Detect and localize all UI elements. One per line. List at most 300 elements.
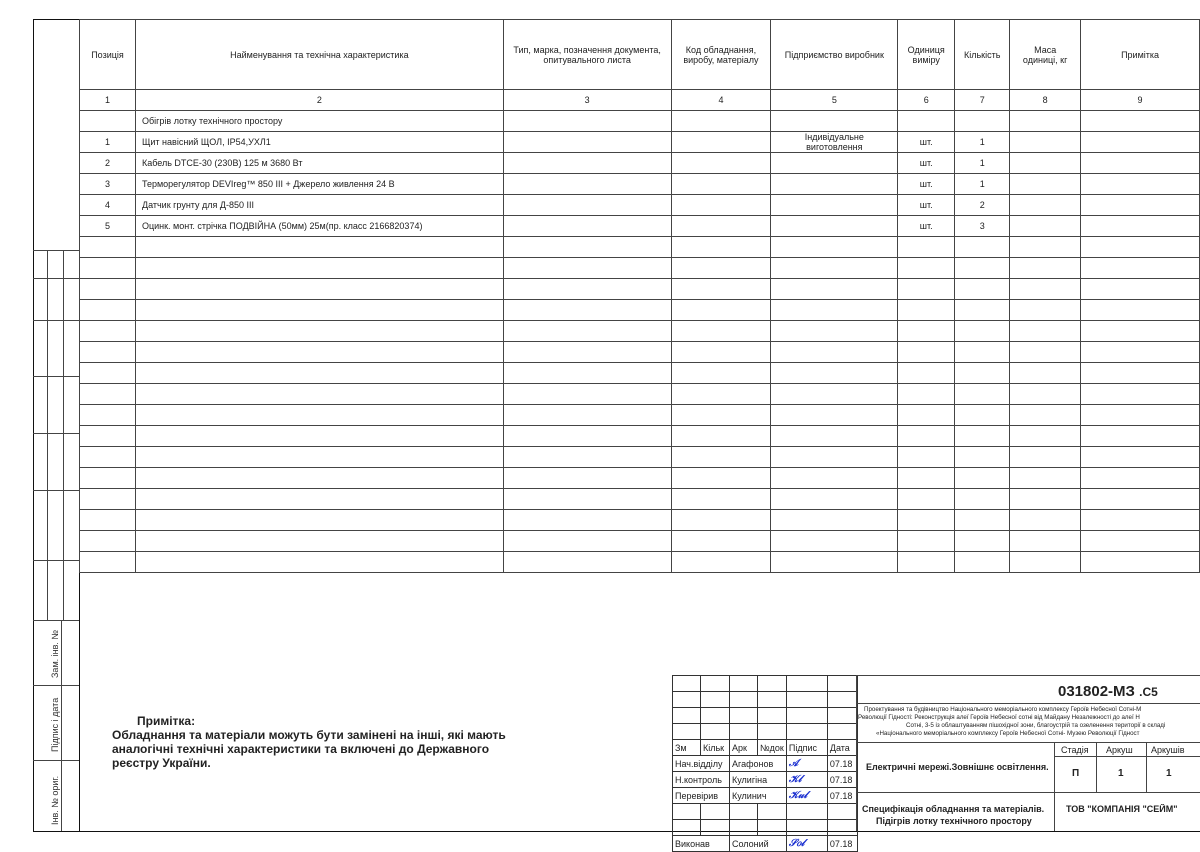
- cell-position: 3: [80, 174, 136, 195]
- empty-cell: [955, 552, 1010, 573]
- strip-line: [47, 250, 48, 620]
- empty-cell: [771, 405, 898, 426]
- sheets-value: 1: [1166, 768, 1172, 779]
- stamp-person-row: [673, 756, 858, 772]
- header-type: Тип, марка, позначення документа, опитувального листа: [503, 20, 671, 90]
- empty-cell: [955, 489, 1010, 510]
- empty-cell: [771, 363, 898, 384]
- table-header-row: [80, 20, 1200, 90]
- empty-cell: [955, 279, 1010, 300]
- cell-unit: [898, 111, 955, 132]
- empty-cell: [1010, 258, 1081, 279]
- column-number: 2: [135, 90, 503, 111]
- empty-cell: [898, 489, 955, 510]
- empty-cell: [503, 300, 671, 321]
- cell-note: [1081, 174, 1200, 195]
- empty-cell: [955, 258, 1010, 279]
- empty-cell: [771, 342, 898, 363]
- empty-cell: [771, 510, 898, 531]
- empty-cell: [771, 468, 898, 489]
- empty-cell: [1081, 552, 1200, 573]
- cell-unit: шт.: [898, 195, 955, 216]
- empty-cell: [503, 237, 671, 258]
- empty-cell: [898, 510, 955, 531]
- empty-cell: [671, 258, 771, 279]
- empty-cell: [771, 300, 898, 321]
- strip-line: [63, 250, 64, 620]
- empty-cell: [898, 426, 955, 447]
- table-row: [80, 132, 1200, 153]
- empty-cell: [1010, 552, 1081, 573]
- document-title-line-1: Специфікація обладнання та матеріалів.: [862, 804, 1045, 814]
- cell-name: Щит навісний ЩОЛ, ІР54,УХЛ1: [135, 132, 503, 153]
- empty-cell: [771, 384, 898, 405]
- strip-line: [33, 320, 79, 321]
- strip-line: [33, 250, 79, 251]
- cell-quantity: 1: [955, 153, 1010, 174]
- cell-name: Оцинк. монт. стрічка ПОДВІЙНА (50мм) 25м(пр. класс 2166820374): [135, 216, 503, 237]
- empty-cell: [1081, 279, 1200, 300]
- empty-cell: [955, 363, 1010, 384]
- empty-cell: [1081, 405, 1200, 426]
- empty-cell: [135, 447, 503, 468]
- empty-cell: [503, 426, 671, 447]
- empty-table-row: [80, 363, 1200, 384]
- cell-unit: шт.: [898, 174, 955, 195]
- cell-name: Терморегулятор DEVIreg™ 850 III + Джерело живлення 24 В: [135, 174, 503, 195]
- signature-image: 𝒦𝓁: [788, 774, 802, 785]
- empty-table-row: [80, 279, 1200, 300]
- empty-cell: [671, 279, 771, 300]
- column-number: 9: [1081, 90, 1200, 111]
- cell-name: Обігрів лотку технічного простору: [135, 111, 503, 132]
- specification-table: [79, 19, 1200, 573]
- empty-cell: [955, 426, 1010, 447]
- sheet-label: Аркуш: [1106, 745, 1133, 755]
- stamp-role: Нач.відділу: [673, 756, 730, 772]
- empty-cell: [955, 531, 1010, 552]
- stamp-role: Виконав: [673, 836, 730, 852]
- cell-position: 2: [80, 153, 136, 174]
- cell-note: [1081, 216, 1200, 237]
- empty-cell: [671, 510, 771, 531]
- empty-cell: [80, 510, 136, 531]
- stamp-divider: [856, 675, 857, 831]
- empty-cell: [503, 405, 671, 426]
- column-number: 1: [80, 90, 136, 111]
- project-description-line: Проектування та будівництво Національного меморіального комплексу Героїв Небесної Сотні-М: [864, 706, 1142, 713]
- empty-cell: [503, 342, 671, 363]
- empty-cell: [955, 468, 1010, 489]
- empty-cell: [1081, 384, 1200, 405]
- strip-line: [33, 685, 79, 686]
- cell-mass: [1010, 195, 1081, 216]
- empty-cell: [1081, 342, 1200, 363]
- empty-cell: [671, 447, 771, 468]
- empty-table-row: [80, 468, 1200, 489]
- empty-cell: [135, 468, 503, 489]
- empty-cell: [503, 258, 671, 279]
- empty-cell: [771, 552, 898, 573]
- document-code-suffix: .С5: [1139, 685, 1158, 699]
- empty-cell: [80, 468, 136, 489]
- empty-table-row: [80, 405, 1200, 426]
- empty-cell: [1010, 489, 1081, 510]
- empty-cell: [80, 405, 136, 426]
- column-number: 4: [671, 90, 771, 111]
- stamp-col-pidpys: Підпис: [786, 740, 827, 756]
- cell-unit: шт.: [898, 216, 955, 237]
- empty-cell: [80, 363, 136, 384]
- empty-cell: [671, 342, 771, 363]
- cell-maker: [771, 111, 898, 132]
- strip-line: [33, 620, 79, 621]
- empty-cell: [671, 384, 771, 405]
- empty-cell: [503, 531, 671, 552]
- strip-label-inv-orig: Інв. № ориг.: [50, 775, 60, 825]
- empty-cell: [135, 531, 503, 552]
- empty-cell: [80, 489, 136, 510]
- cell-mass: [1010, 216, 1081, 237]
- stamp-person-row: [673, 772, 858, 788]
- strip-label-pidpys-data: Підпис і дата: [50, 697, 60, 752]
- stamp-person-row: [673, 788, 858, 804]
- stamp-divider: [856, 742, 1200, 743]
- cell-mass: [1010, 153, 1081, 174]
- empty-cell: [898, 468, 955, 489]
- empty-table-row: [80, 426, 1200, 447]
- empty-cell: [671, 468, 771, 489]
- note-text: Обладнання та матеріали можуть бути замінені на інші, які мають аналогічні технічні характеристики та включені до Державного реєстру України.: [112, 728, 506, 770]
- empty-cell: [1010, 468, 1081, 489]
- empty-cell: [80, 321, 136, 342]
- empty-cell: [671, 552, 771, 573]
- empty-cell: [771, 258, 898, 279]
- header-note: Примітка: [1081, 20, 1200, 90]
- cell-note: [1081, 195, 1200, 216]
- header-quantity: Кількість: [955, 20, 1010, 90]
- stamp-col-kilk: Кільк: [701, 740, 730, 756]
- cell-maker: Індивідуальне виготовлення: [771, 132, 898, 153]
- empty-cell: [80, 258, 136, 279]
- stamp-col-ndok: №док: [758, 740, 787, 756]
- stamp-divider: [856, 792, 1200, 793]
- stamp-divider: [1096, 742, 1097, 792]
- stage-label: Стадія: [1061, 745, 1089, 755]
- empty-cell: [898, 237, 955, 258]
- column-number-row: [80, 90, 1200, 111]
- empty-cell: [1081, 531, 1200, 552]
- empty-table-row: [80, 489, 1200, 510]
- empty-cell: [135, 279, 503, 300]
- empty-cell: [503, 468, 671, 489]
- empty-cell: [898, 258, 955, 279]
- cell-type: [503, 111, 671, 132]
- column-number: 7: [955, 90, 1010, 111]
- strip-line: [33, 278, 79, 279]
- empty-cell: [135, 384, 503, 405]
- header-unit: Одиниця виміру: [898, 20, 955, 90]
- empty-cell: [898, 300, 955, 321]
- empty-cell: [955, 300, 1010, 321]
- empty-cell: [80, 531, 136, 552]
- header-maker: Підприємство виробник: [771, 20, 898, 90]
- empty-cell: [135, 510, 503, 531]
- empty-cell: [955, 510, 1010, 531]
- empty-cell: [771, 426, 898, 447]
- empty-table-row: [80, 447, 1200, 468]
- document-code-main: 031802-МЗ: [1058, 683, 1135, 700]
- empty-cell: [671, 300, 771, 321]
- empty-cell: [1010, 279, 1081, 300]
- empty-cell: [80, 279, 136, 300]
- cell-quantity: 2: [955, 195, 1010, 216]
- cell-code: [671, 216, 771, 237]
- frame-bottom-line: [33, 831, 1200, 832]
- cell-type: [503, 153, 671, 174]
- table-row: [80, 216, 1200, 237]
- empty-cell: [135, 321, 503, 342]
- empty-cell: [671, 489, 771, 510]
- empty-cell: [898, 321, 955, 342]
- cell-position: 1: [80, 132, 136, 153]
- cell-position: [80, 111, 136, 132]
- cell-mass: [1010, 111, 1081, 132]
- empty-cell: [1081, 237, 1200, 258]
- empty-cell: [135, 258, 503, 279]
- header-position: Позиція: [80, 20, 136, 90]
- empty-cell: [503, 279, 671, 300]
- empty-cell: [503, 321, 671, 342]
- empty-cell: [80, 300, 136, 321]
- empty-cell: [671, 426, 771, 447]
- empty-cell: [671, 363, 771, 384]
- strip-label-zam-inv: Зам. інв. №: [50, 629, 60, 678]
- cell-note: [1081, 111, 1200, 132]
- empty-cell: [771, 489, 898, 510]
- cell-type: [503, 174, 671, 195]
- empty-cell: [1081, 447, 1200, 468]
- empty-cell: [955, 321, 1010, 342]
- document-title-line-2: Підігрів лотку технічного простору: [876, 816, 1032, 826]
- document-code: [1058, 683, 1158, 700]
- cell-code: [671, 111, 771, 132]
- cell-code: [671, 132, 771, 153]
- empty-cell: [135, 426, 503, 447]
- cell-unit: шт.: [898, 132, 955, 153]
- empty-cell: [503, 489, 671, 510]
- stamp-divider: [1146, 742, 1147, 792]
- column-number: 8: [1010, 90, 1081, 111]
- empty-cell: [771, 279, 898, 300]
- empty-cell: [1010, 363, 1081, 384]
- stamp-divider: [856, 675, 1200, 676]
- cell-mass: [1010, 174, 1081, 195]
- cell-unit: шт.: [898, 153, 955, 174]
- empty-table-row: [80, 552, 1200, 573]
- table-row: [80, 174, 1200, 195]
- empty-cell: [671, 237, 771, 258]
- empty-cell: [80, 426, 136, 447]
- empty-cell: [955, 342, 1010, 363]
- cell-position: 5: [80, 216, 136, 237]
- stamp-col-data: Дата: [827, 740, 857, 756]
- empty-cell: [671, 405, 771, 426]
- empty-cell: [80, 237, 136, 258]
- note-title: Примітка:: [137, 714, 196, 728]
- cell-quantity: 3: [955, 216, 1010, 237]
- empty-cell: [1010, 447, 1081, 468]
- stamp-role: Перевірив: [673, 788, 730, 804]
- header-name: Найменування та технічна характеристика: [135, 20, 503, 90]
- empty-cell: [771, 531, 898, 552]
- empty-cell: [1081, 426, 1200, 447]
- stamp-col-ark: Арк: [730, 740, 758, 756]
- empty-cell: [1010, 405, 1081, 426]
- empty-cell: [898, 531, 955, 552]
- empty-cell: [898, 279, 955, 300]
- empty-cell: [898, 552, 955, 573]
- empty-cell: [80, 342, 136, 363]
- stamp-col-header-row: [673, 740, 858, 756]
- empty-cell: [771, 447, 898, 468]
- table-row: [80, 111, 1200, 132]
- section-title: Електричні мережі.Зовнішнє освітлення.: [866, 762, 1049, 772]
- empty-cell: [898, 363, 955, 384]
- stamp-role: Н.контроль: [673, 772, 730, 788]
- cell-type: [503, 195, 671, 216]
- cell-quantity: 1: [955, 174, 1010, 195]
- stamp-signature-grid: [672, 675, 858, 852]
- stamp-date: 07.18: [827, 756, 857, 772]
- empty-cell: [771, 237, 898, 258]
- stamp-person-name: Кулинич: [730, 788, 787, 804]
- strip-line: [33, 560, 79, 561]
- empty-table-row: [80, 342, 1200, 363]
- empty-cell: [1010, 342, 1081, 363]
- signature-image: 𝒜: [788, 758, 799, 769]
- cell-note: [1081, 132, 1200, 153]
- empty-cell: [503, 510, 671, 531]
- empty-cell: [1010, 300, 1081, 321]
- empty-cell: [955, 237, 1010, 258]
- sheet-value: 1: [1118, 768, 1124, 779]
- cell-type: [503, 216, 671, 237]
- empty-cell: [135, 237, 503, 258]
- signature-image: 𝒦𝓊𝓁: [788, 790, 808, 801]
- column-number: 3: [503, 90, 671, 111]
- empty-cell: [955, 447, 1010, 468]
- cell-name: Кабель DTCE-30 (230В) 125 м 3680 Вт: [135, 153, 503, 174]
- empty-cell: [1081, 300, 1200, 321]
- empty-table-row: [80, 384, 1200, 405]
- header-code: Код обладнання, виробу, матеріалу: [671, 20, 771, 90]
- company-name: ТОВ "КОМПАНІЯ "СЕЙМ": [1066, 804, 1178, 814]
- cell-note: [1081, 153, 1200, 174]
- empty-cell: [955, 384, 1010, 405]
- cell-type: [503, 132, 671, 153]
- empty-cell: [898, 405, 955, 426]
- empty-cell: [1010, 321, 1081, 342]
- column-number: 5: [771, 90, 898, 111]
- stamp-date: 07.18: [827, 788, 857, 804]
- table-row: [80, 195, 1200, 216]
- empty-cell: [671, 321, 771, 342]
- header-mass: Маса одиниці, кг: [1010, 20, 1081, 90]
- empty-cell: [135, 489, 503, 510]
- cell-position: 4: [80, 195, 136, 216]
- stamp-divider: [856, 703, 1200, 704]
- table-row: [80, 153, 1200, 174]
- strip-line: [33, 433, 79, 434]
- strip-line: [33, 490, 79, 491]
- empty-table-row: [80, 321, 1200, 342]
- empty-cell: [1010, 531, 1081, 552]
- cell-maker: [771, 216, 898, 237]
- strip-line: [33, 760, 79, 761]
- empty-cell: [135, 342, 503, 363]
- empty-cell: [771, 321, 898, 342]
- empty-cell: [1081, 363, 1200, 384]
- cell-mass: [1010, 132, 1081, 153]
- stamp-person-row: [673, 836, 858, 852]
- strip-line: [33, 376, 79, 377]
- empty-cell: [135, 552, 503, 573]
- cell-maker: [771, 174, 898, 195]
- stamp-col-zm: Зм: [673, 740, 701, 756]
- project-description-line: «Національного меморіального комплексу Героїв Небесної Сотні- Музею Революції Гідност: [876, 730, 1140, 737]
- frame-left-line: [33, 19, 34, 831]
- empty-cell: [1081, 510, 1200, 531]
- project-description-line: Сотні, 3-5 із облаштуванням пішохідної зони, благоустрій та озеленення території в складі: [906, 722, 1166, 729]
- cell-name: Датчик грунту для Д-850 III: [135, 195, 503, 216]
- stamp-person-name: Агафонов: [730, 756, 787, 772]
- empty-cell: [1081, 489, 1200, 510]
- empty-cell: [898, 447, 955, 468]
- empty-cell: [503, 363, 671, 384]
- cell-maker: [771, 195, 898, 216]
- empty-cell: [80, 552, 136, 573]
- strip-line: [61, 620, 62, 831]
- empty-cell: [898, 342, 955, 363]
- empty-cell: [503, 552, 671, 573]
- cell-code: [671, 195, 771, 216]
- empty-cell: [1010, 384, 1081, 405]
- empty-table-row: [80, 237, 1200, 258]
- cell-quantity: 1: [955, 132, 1010, 153]
- empty-table-row: [80, 531, 1200, 552]
- empty-cell: [1081, 258, 1200, 279]
- stamp-person-name: Кулигіна: [730, 772, 787, 788]
- cell-maker: [771, 153, 898, 174]
- empty-cell: [955, 405, 1010, 426]
- empty-cell: [503, 447, 671, 468]
- stamp-person-name: Солоний: [730, 836, 787, 852]
- empty-cell: [1010, 426, 1081, 447]
- project-description-line: Революції Гідності: Реконструкція алеї Героїв Небесної сотні від Майдану Незалежності до алеї Н: [858, 714, 1140, 721]
- cell-code: [671, 153, 771, 174]
- empty-table-row: [80, 300, 1200, 321]
- empty-cell: [135, 300, 503, 321]
- empty-table-row: [80, 510, 1200, 531]
- column-number: 6: [898, 90, 955, 111]
- empty-cell: [671, 531, 771, 552]
- empty-cell: [898, 384, 955, 405]
- empty-cell: [135, 405, 503, 426]
- stamp-divider: [1054, 756, 1200, 757]
- stamp-date: 07.18: [827, 836, 857, 852]
- empty-cell: [80, 384, 136, 405]
